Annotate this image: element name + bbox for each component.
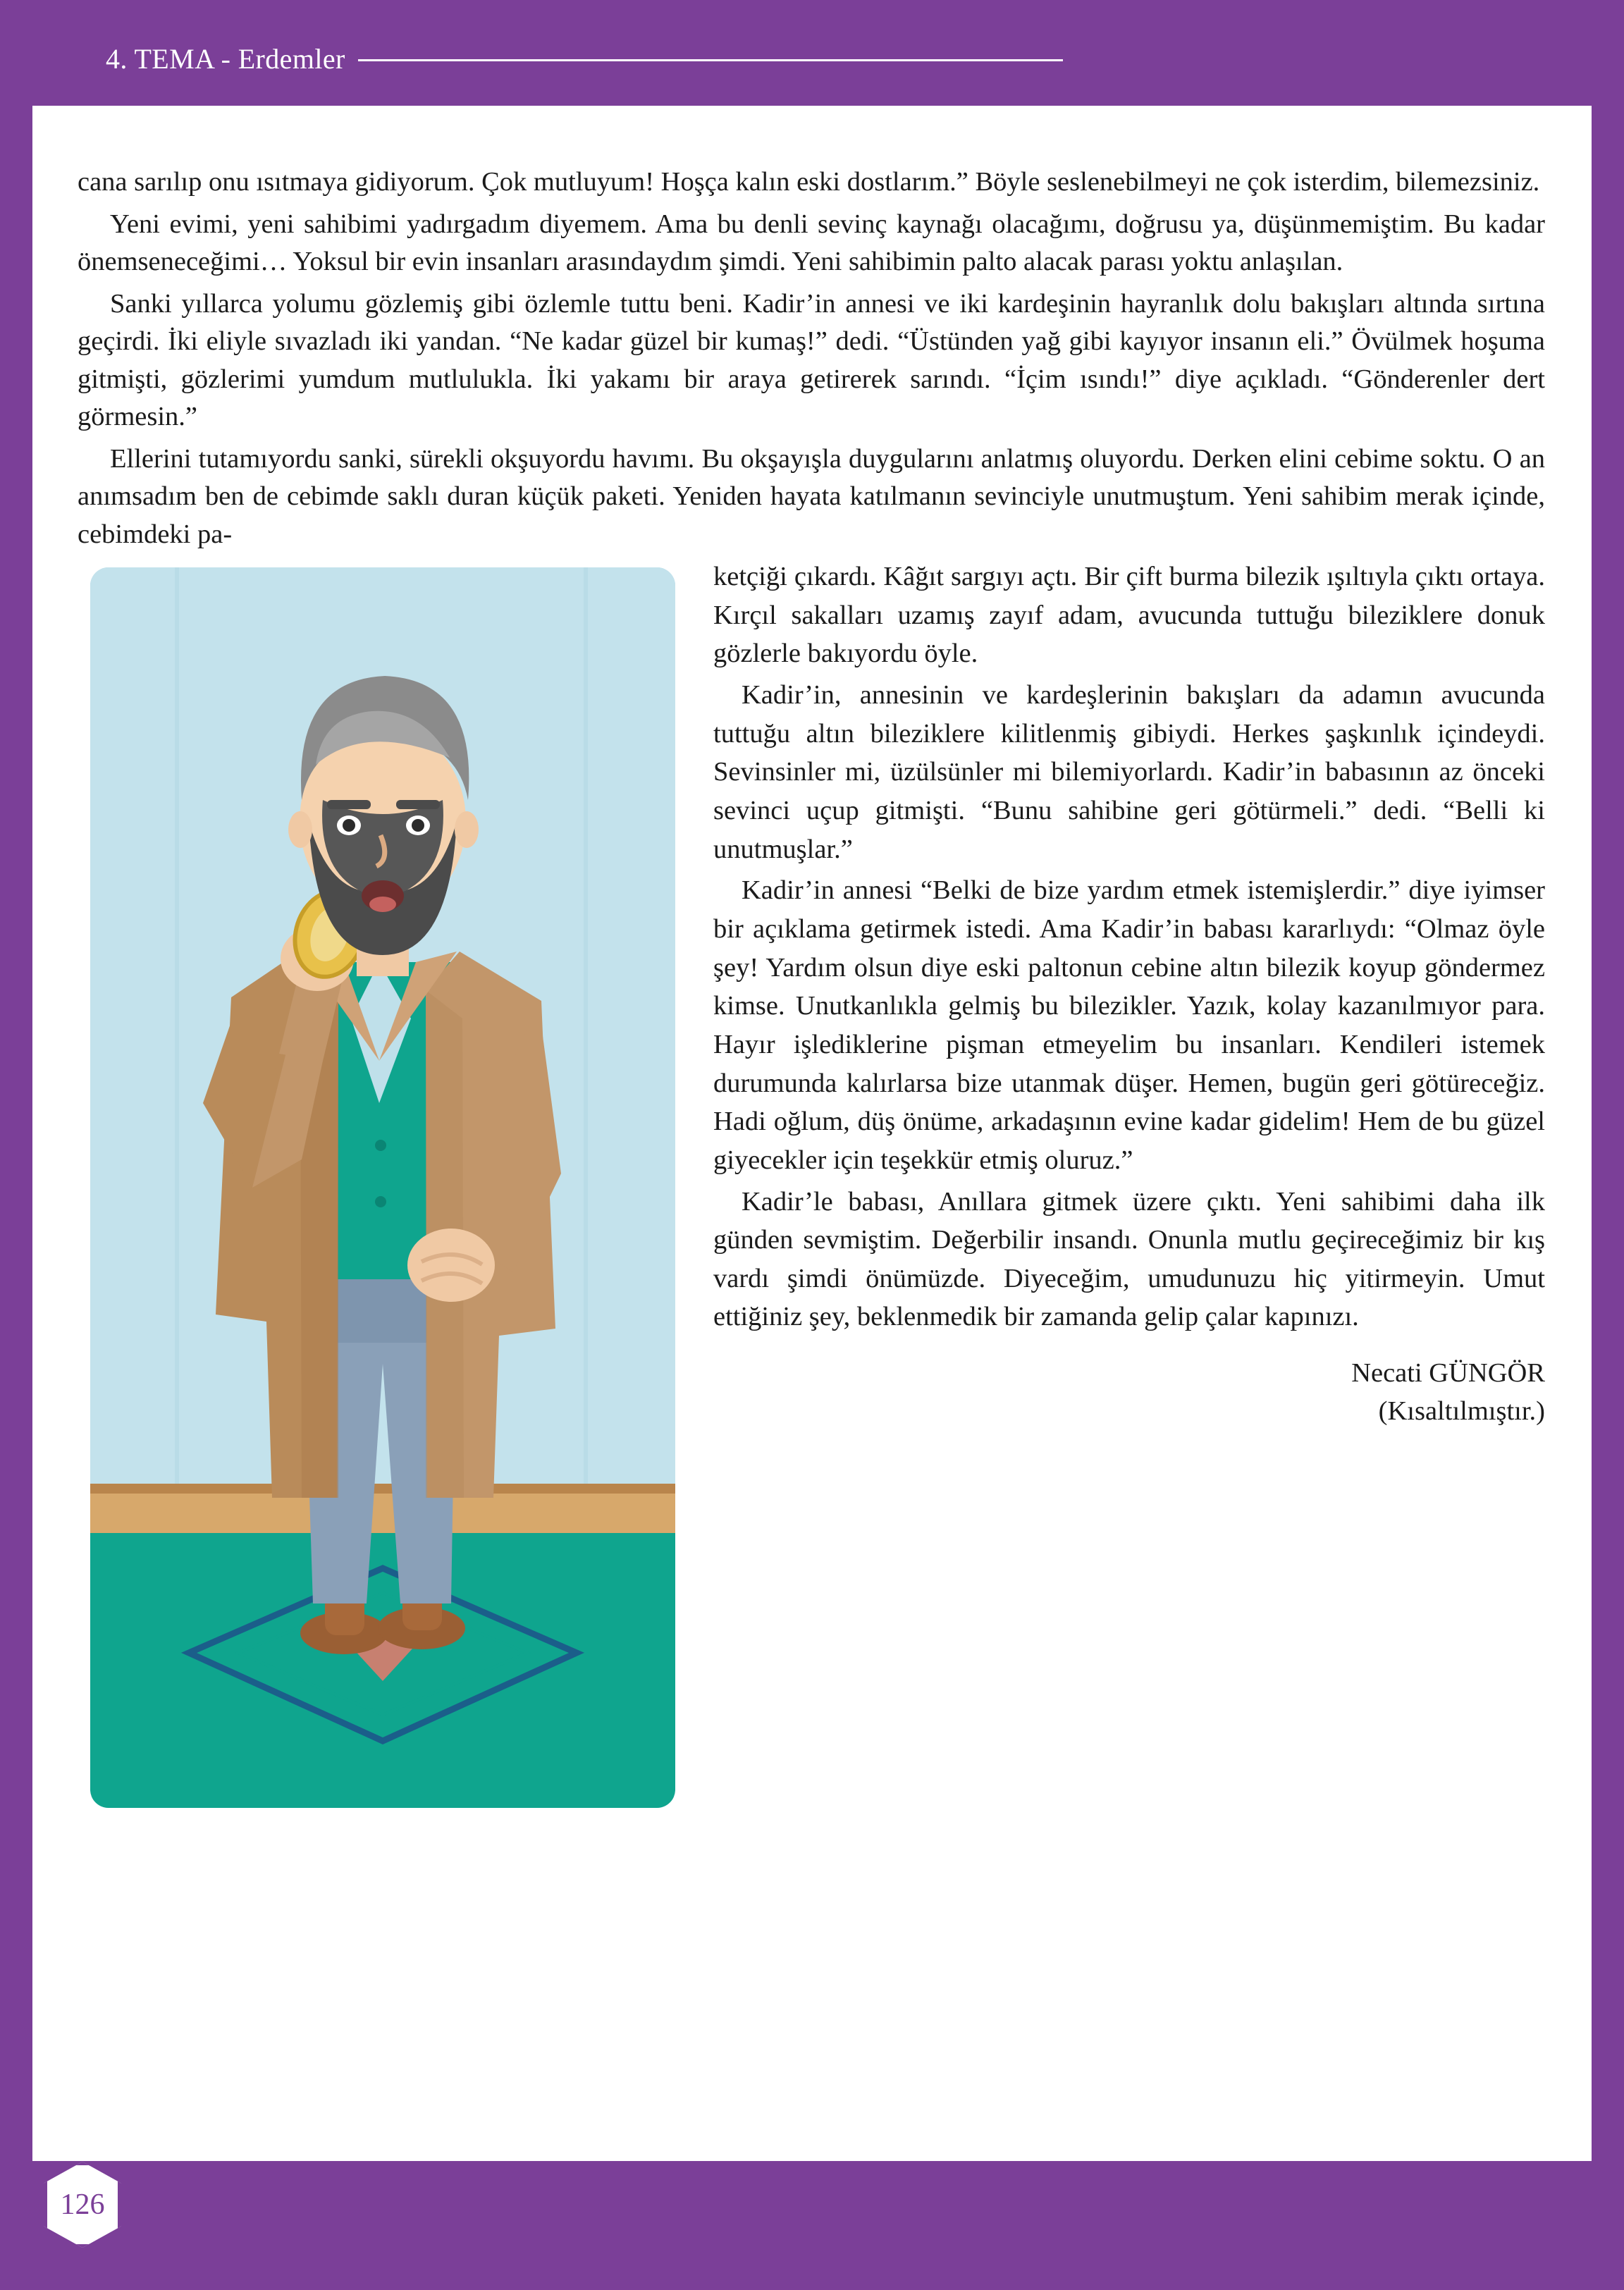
paragraph: ketçiği çıkardı. Kâğıt sargıyı açtı. Bir çift burma bilezik ışıltıyla çıktı ortaya. Kırçıl sakalları uzamış zayıf adam, avucunda tuttuğu bileziklere donuk gözlerle bakıyordu öyle. bbox=[713, 562, 1545, 669]
author-note: (Kısaltılmıştır.) bbox=[1378, 1396, 1545, 1427]
paragraph: Sanki yıllarca yolumu gözlemiş gibi özlemle tuttu beni. Kadir’in annesi ve iki kardeşinin hayranlık dolu bakışları altında sırtına geçirdi. İki eliyle sıvazladı iki yandan. “Ne kadar güzel bir kumaş!” dedi. “Üstünden yağ gibi kayıyor insanın eli.” Övülmek hoşuma gitmişti, gözlerimi yumdum mutlulukla. İki yakamı bir araya getirerek sarındı. “İçim ısındı!” diye açıkladı. “Gönderenler dert görmesin.” bbox=[78, 288, 1545, 431]
figure-and-text-wrap bbox=[78, 558, 1545, 1808]
page-number-label: 126 bbox=[60, 2189, 105, 2221]
page-border-right bbox=[1592, 0, 1624, 2290]
theme-title: 4. TEMA - Erdemler bbox=[106, 43, 345, 75]
paragraph: Ellerini tutamıyordu sanki, sürekli okşuyordu havımı. Bu okşayışla duygularını anlatmış oluyordu. Derken elini cebime soktu. O an anımsadım ben de cebimde saklı duran küçük paketi. Yeniden hayata katılmanın sevinciyle unutmuştum. Yeni sahibim merak içinde, cebimdeki pa- bbox=[78, 443, 1545, 549]
paragraph: Kadir’in annesi “Belki de bize yardım etmek istemişlerdir.” diye iyimser bir açıklama getirmek istedi. Ama Kadir’in babası kararlıydı: “Olmaz öyle şey! Yardım olsun diye eski paltonun cebine altın bilezik koyup göndermez kimse. Unutkanlıkla gelmiş bu bilezikler. Yazık, kolay kazanılmıyor para. Hayır işlediklerine pişman etmeyelim bu insanları. Kendileri istemek durumunda kalırlarsa bize utanmak düşer. Hemen, bugün geri götüreceğiz. Hadi oğlum, düş önüme, arkadaşının evine kadar gidelim! Hem de bu güzel giyecekler için teşekkür etmiş oluruz.” bbox=[713, 875, 1545, 1175]
paragraph: Kadir’le babası, Anıllara gitmek üzere çıktı. Yeni sahibimi daha ilk günden sevmiştim. Değerbilir insandı. Onunla mutlu geçireceğimiz bir kış vardı şimdi önümüzde. Diyeceğim, umudunuzu hiç yitirmeyin. Umut ettiğiniz şey, beklenmedik bir zamanda gelip çalar kapınızı. bbox=[713, 1186, 1545, 1332]
illustration-svg bbox=[90, 567, 675, 1808]
page-number-badge bbox=[44, 2162, 121, 2248]
page-footer-gap bbox=[32, 2129, 1592, 2161]
story-illustration bbox=[90, 567, 675, 1808]
author-name: Necati GÜNGÖR bbox=[1351, 1358, 1545, 1389]
page-border-left bbox=[0, 0, 32, 2290]
header bbox=[106, 42, 1093, 75]
header-divider bbox=[358, 59, 1063, 61]
paragraph: Yeni evimi, yeni sahibimi yadırgadım diyemem. Ama bu denli sevinç kaynağı olacağımı, doğrusu ya, düşünmemiştim. Bu kadar önemseneceğimi… Yoksul bir evin insanları arasındaydım şimdi. Yeni sahibimin palto alacak parası yoktu anlaşılan. bbox=[78, 209, 1545, 276]
article-body bbox=[78, 164, 1545, 1808]
paragraph: cana sarılıp onu ısıtmaya gidiyorum. Çok mutluyum! Hoşça kalın eski dostlarım.” Böyle seslenebilmeyi ne çok isterdim, bilemezsiniz. bbox=[78, 167, 1540, 197]
paragraph: Kadir’in, annesinin ve kardeşlerinin bakışları da adamın avucunda tuttuğu altın bileziklere kilitlenmiş gibiydi. Herkes şaşkınlık içindeydi. Sevinsinler mi, üzülsünler mi bilemiyorlardı. Kadir’in babasının az önceki sevinci uçup gitmişti. “Bunu sahibine geri götürmeli.” dedi. “Belli ki unutmuşlar.” bbox=[713, 679, 1545, 864]
